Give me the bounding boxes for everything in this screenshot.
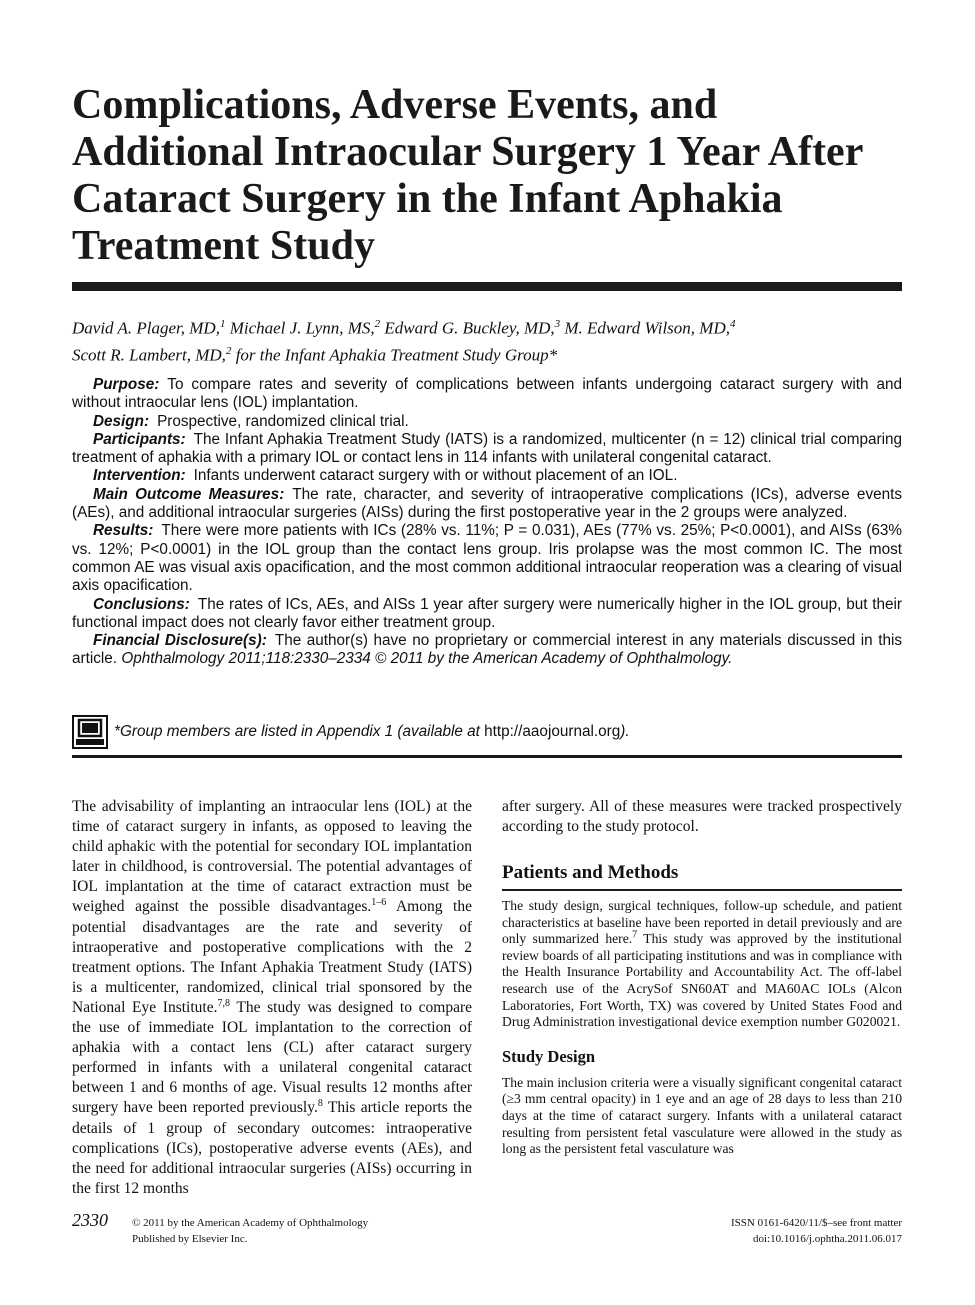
abstract-intervention	[72, 467, 902, 485]
abstract-text: The rates of ICs, AEs, and AISs 1 year after surgery were numerically higher in the IOL group, but their functional impact does not clearly favor either treatment group.	[72, 595, 902, 631]
body-text: The study was designed to compare the use of immediate IOL implantation to the correction of aphakia with a contact lens (CL) after cataract surgery performed in infants with a unilateral congenital cataract between 1 and 6 months of age. Visual results 12 months after surgery have been reported previously.	[72, 998, 472, 1117]
subsection-heading-study-design: Study Design	[502, 1046, 596, 1066]
author-list	[72, 313, 912, 366]
reference-link[interactable]: 8	[317, 1098, 323, 1110]
abstract-results	[72, 522, 902, 595]
abstract-label: Participants:	[93, 430, 186, 448]
page-number: 2330	[72, 1210, 108, 1230]
abstract	[72, 376, 902, 669]
abstract-label: Intervention:	[93, 467, 186, 485]
publisher-line: Published by Elsevier Inc.	[132, 1233, 248, 1245]
abstract-label: Design:	[93, 412, 150, 430]
abstract-text: The Infant Aphakia Treatment Study (IATS) is a randomized, multicenter (n = 12) clinical trial comparing treatment of aphakia with a primary IOL or contact lens in 114 infants with unilateral congenital cataract.	[72, 430, 902, 467]
section-heading-methods: Patients and Methods	[502, 862, 679, 883]
study-group: for the Infant Aphakia Treatment Study Group*	[235, 345, 558, 365]
author-name: David A. Plager, MD,	[72, 318, 220, 338]
abstract-design	[72, 413, 902, 431]
body-text: This article reports the details of 1 group of secondary outcomes: intraoperative complications (ICs), postoperative adverse events (AEs), and the need for additional intraocular surgeries (AISs) occurring in the first 12 months	[72, 1099, 472, 1197]
article-title: Complications, Adverse Events, and Additional Intraocular Surgery 1 Year After Cataract Surgery in the Infant Aphakia Treatment Study	[72, 82, 863, 269]
abstract-text: The rate, character, and severity of intraoperative complications (ICs), adverse events (AEs), and additional intraocular surgeries (AISs) during the first postoperative year in the 2 groups were analyzed.	[72, 485, 903, 522]
abstract-label: Conclusions:	[93, 595, 190, 613]
author-affiliation: 2	[374, 318, 381, 330]
reference-link[interactable]: 7	[632, 929, 638, 941]
abstract-text: There were more patients with ICs (28% vs. 11%; P = 0.031), AEs (77% vs. 25%; P<0.0001), and AISs (63% vs. 12%; P<0.0001) in the IOL group than the contact lens group. Iris prolapse was the most common IC. The most common AE was visual axis opacification, and the most common additional intraocular reoperation was a clearing of visual axis opacification.	[72, 522, 902, 595]
online-note-text	[114, 723, 630, 741]
abstract-label: Main Outcome Measures:	[93, 485, 285, 503]
author-name: Michael J. Lynn, MS,	[229, 318, 375, 338]
author-affiliation: 3	[554, 318, 561, 330]
abstract-text: Prospective, randomized clinical trial.	[157, 412, 409, 430]
abstract-rule	[72, 755, 902, 758]
title-rule	[72, 282, 902, 291]
author-affiliation: 2	[225, 344, 232, 357]
issn-line: ISSN 0161-6420/11/$–see front matter	[731, 1217, 902, 1229]
copyright-line: © 2011 by the American Academy of Ophthalmology	[132, 1217, 369, 1229]
author-affiliation: 4	[729, 318, 736, 330]
doi-line: doi:10.1016/j.ophtha.2011.06.017	[752, 1233, 902, 1245]
online-note-suffix: ).	[620, 723, 630, 740]
study-design-paragraph: The main inclusion criteria were a visually significant congenital cataract (≥3 mm central opacity) in 1 eye and an age of 28 days to less than 210 days at the time of cataract surgery. Infants with a unilateral cataract resulting from persistent fetal vasculature were allowed in the study as long as the persistent fetal vasculature was	[502, 1074, 902, 1157]
journal-link[interactable]: http://aaojournal.org	[484, 723, 621, 740]
abstract-conclusions	[72, 596, 902, 633]
abstract-participants	[72, 431, 902, 468]
abstract-label: Purpose:	[93, 376, 160, 393]
computer-icon	[72, 715, 108, 749]
author-name: M. Edward Wilson, MD,	[564, 318, 730, 338]
intro-paragraph	[72, 797, 472, 1199]
online-note-prefix: *Group members are listed in Appendix 1 (available at	[114, 723, 485, 740]
abstract-measures	[72, 486, 902, 523]
right-column	[502, 797, 902, 1158]
abstract-text: Infants underwent cataract surgery with or without placement of an IOL.	[193, 467, 678, 485]
body-text: The study design, surgical techniques, follow-up schedule, and patient characteristics at baseline have been reported in detail previously and are only summarized here.	[502, 898, 902, 947]
abstract-label: Financial Disclosure(s):	[93, 632, 267, 650]
abstract-disclosure	[72, 632, 902, 669]
left-column	[72, 797, 472, 1199]
intro-continuation: after surgery. All of these measures were tracked prospectively according to the study protocol.	[502, 798, 902, 835]
reference-link[interactable]: 7,8	[217, 997, 230, 1009]
footer-identifiers	[731, 1215, 902, 1247]
online-supplement-note	[72, 715, 902, 751]
author-name: Edward G. Buckley, MD,	[384, 318, 555, 338]
abstract-label: Results:	[93, 522, 154, 540]
abstract-purpose	[72, 376, 902, 413]
footer-copyright	[132, 1215, 368, 1247]
body-text: Among the potential disadvantages are the rate and severity of intraoperative and postoperative complications with the 2 treatment options. The Infant Aphakia Treatment Study (IATS) is a multicenter, randomized, clinical trial sponsored by the National Eye Institute.	[72, 898, 472, 1016]
page-footer	[72, 1212, 902, 1252]
author-affiliation: 1	[219, 318, 226, 330]
body-text: This study was approved by the institutional review boards of all participating institutions and was in compliance with the Health Insurance Portability and Accountability Act. The off-label research use of the AcrySof SN60AT and MA60AC IOLs (Alcon Laboratories, Fort Worth, TX) was covered by United States Food and Drug Administration investigational device exemption number G020021.	[502, 931, 902, 1030]
journal-citation: Ophthalmology 2011;118:2330–2334 © 2011 by the American Academy of Ophthalmology.	[121, 650, 733, 668]
section-rule	[502, 889, 902, 891]
abstract-text: The author(s) have no proprietary or commercial interest in any materials discussed in this article.	[72, 632, 903, 668]
reference-link[interactable]: 1–6	[371, 897, 387, 909]
author-name: Scott R. Lambert, MD,	[72, 345, 226, 365]
body-text: The advisability of implanting an intraocular lens (IOL) at the time of cataract surgery in infants, as opposed to leaving the child aphakic with the potential for secondary IOL implantation later in childhood, is controversial. The potential advantages of IOL implantation at the time of cataract extraction must be weighed against the possible disadvantages.	[72, 798, 472, 916]
abstract-text: To compare rates and severity of complications between infants undergoing cataract surgery with and without intraocular lens (IOL) implantation.	[72, 376, 902, 412]
methods-paragraph	[502, 898, 902, 1031]
